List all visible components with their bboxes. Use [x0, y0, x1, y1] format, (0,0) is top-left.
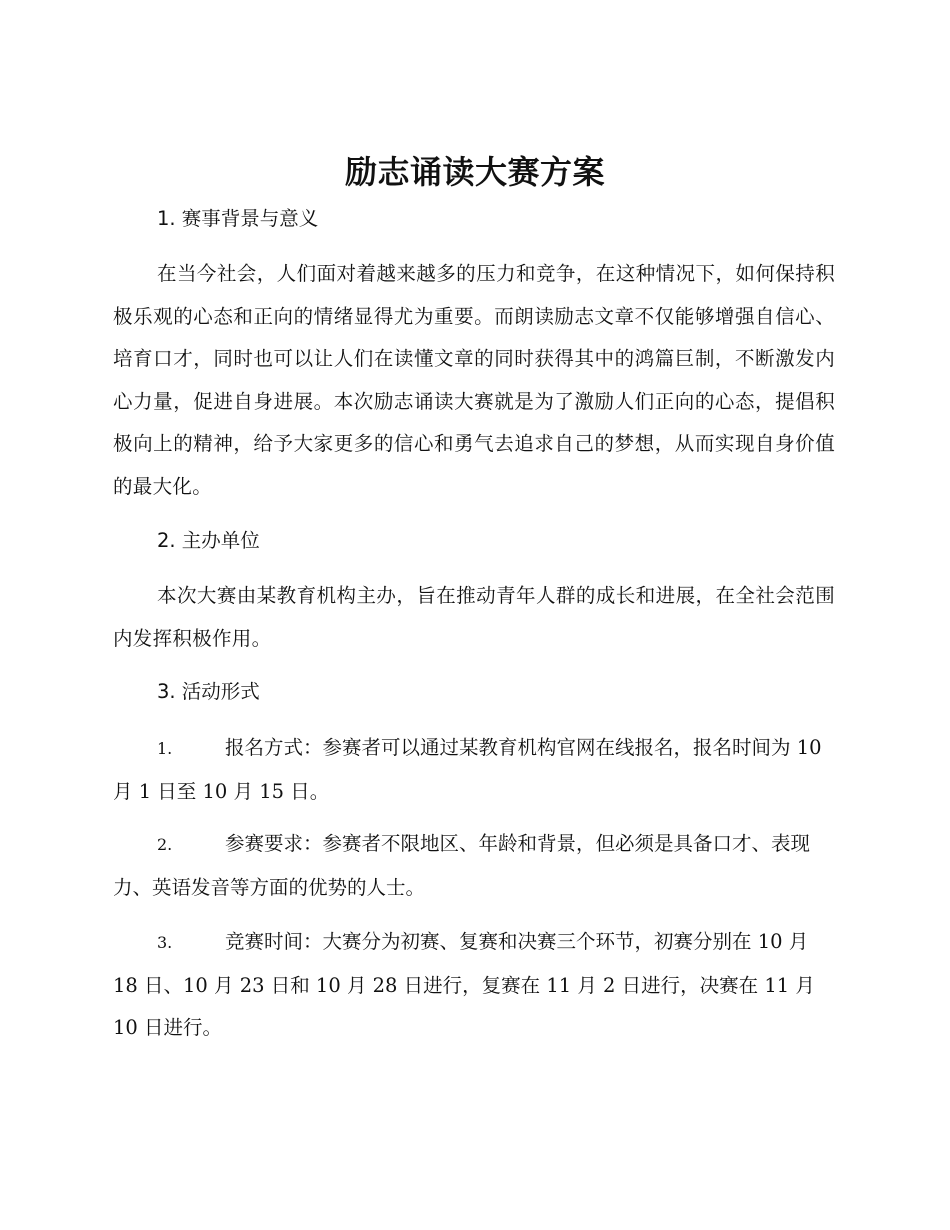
- list-item-number: 1.: [157, 739, 173, 758]
- list-item-number: 3.: [157, 933, 173, 952]
- list-item-number: 2.: [157, 835, 173, 854]
- section-paragraph-organizer: 本次大赛由某教育机构主办，旨在推动青年人群的成长和进展，在全社会范围内发挥积极作用。: [113, 584, 835, 650]
- document-title: 励志诵读大赛方案: [344, 153, 605, 191]
- list-item: [113, 727, 835, 813]
- section-heading-format: 3. 活动形式: [157, 680, 260, 703]
- section-heading-organizer: 2. 主办单位: [157, 529, 260, 552]
- list-item: [113, 921, 835, 1050]
- section-paragraph-background: 在当今社会，人们面对着越来越多的压力和竞争，在这种情况下，如何保持积极乐观的心态和正向的情绪显得尤为重要。而朗读励志文章不仅能够增强自信心、培育口才，同时也可以让人们在读懂文章的同时获得其中的鸿篇巨制，不断激发内心力量，促进自身进展。本次励志诵读大赛就是为了激励人们正向的心态，提倡积极向上的精神，给予大家更多的信心和勇气去追求自己的梦想，从而实现自身价值的最大化。: [113, 262, 835, 498]
- list-item-text: 报名方式：参赛者可以通过某教育机构官网在线报名，报名时间为 10 月 1 日至 10 月 15 日。: [113, 736, 822, 803]
- list-item: [113, 823, 835, 909]
- list-item-text: 竞赛时间：大赛分为初赛、复赛和决赛三个环节，初赛分别在 10 月 18 日、10 月 23 日和 10 月 28 日进行，复赛在 11 月 2 日进行，决赛在 11 月 10 日进行。: [113, 930, 815, 1039]
- list-item-text: 参赛要求：参赛者不限地区、年龄和背景，但必须是具备口才、表现力、英语发音等方面的优势的人士。: [113, 832, 811, 899]
- section-heading-background: 1. 赛事背景与意义: [157, 207, 319, 230]
